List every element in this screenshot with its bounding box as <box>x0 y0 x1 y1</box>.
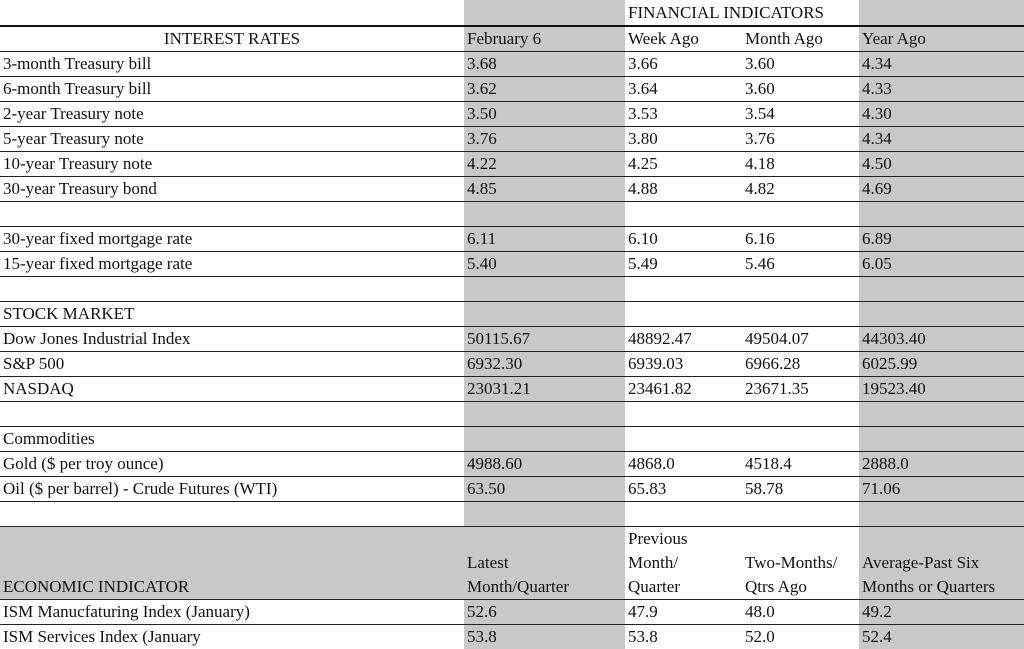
previous-header-line-3: Quarter <box>628 575 742 599</box>
spacer-cell <box>742 202 859 227</box>
value-cell-month-ago: 3.54 <box>742 102 859 127</box>
previous-header-line-1: Previous <box>628 527 742 551</box>
value-cell-current: 23031.21 <box>464 377 625 402</box>
value-cell-week-ago: 4868.0 <box>625 452 742 477</box>
spacer-cell <box>464 502 625 527</box>
value-cell-month-ago: 6966.28 <box>742 352 859 377</box>
value-cell-month-ago: 5.46 <box>742 252 859 277</box>
value-cell-year-ago: 4.69 <box>859 177 1024 202</box>
value-cell-week-ago: 48892.47 <box>625 327 742 352</box>
value-cell-year-ago: 4.34 <box>859 127 1024 152</box>
spacer-cell <box>859 402 1024 427</box>
row-label: S&P 500 <box>0 352 464 377</box>
spacer-cell <box>625 402 742 427</box>
table-row <box>0 252 1024 277</box>
col-header-month-ago: Month Ago <box>742 26 859 52</box>
section-commodities: Commodities <box>0 427 464 452</box>
value-cell-month-ago: 4.18 <box>742 152 859 177</box>
average-header-line-2: Months or Quarters <box>862 575 1024 599</box>
spacer-cell <box>625 502 742 527</box>
value-cell-current: 6.11 <box>464 227 625 252</box>
value-cell-current: 5.40 <box>464 252 625 277</box>
table-row <box>0 52 1024 77</box>
table-row <box>0 377 1024 402</box>
spacer-cell <box>859 502 1024 527</box>
table-row <box>0 352 1024 377</box>
spacer-cell <box>0 502 464 527</box>
row-label: ISM Manucfaturing Index (January) <box>0 600 464 625</box>
row-label: 30-year fixed mortgage rate <box>0 227 464 252</box>
row-label: 3-month Treasury bill <box>0 52 464 77</box>
value-cell-year-ago: 4.33 <box>859 77 1024 102</box>
previous-header-line-2: Month/ <box>628 551 742 575</box>
row-label: 2-year Treasury note <box>0 102 464 127</box>
value-cell-year-ago: 19523.40 <box>859 377 1024 402</box>
spacer-cell <box>0 202 464 227</box>
value-cell-week-ago: 3.53 <box>625 102 742 127</box>
average-header-line-1: Average-Past Six <box>862 551 1024 575</box>
value-cell-year-ago: 4.34 <box>859 52 1024 77</box>
value-cell-month-ago: 23671.35 <box>742 377 859 402</box>
value-cell-current: 52.6 <box>464 600 625 625</box>
spacer-row <box>0 277 1024 302</box>
table-row <box>0 227 1024 252</box>
heading-spacer <box>464 427 625 452</box>
header-row <box>0 26 1024 52</box>
heading-spacer <box>859 302 1024 327</box>
value-cell-month-ago: 6.16 <box>742 227 859 252</box>
row-label: ISM Services Index (January <box>0 625 464 649</box>
value-cell-year-ago: 6.05 <box>859 252 1024 277</box>
heading-spacer <box>742 302 859 327</box>
economic-header-row <box>0 527 1024 600</box>
value-cell-year-ago: 71.06 <box>859 477 1024 502</box>
latest-header-line-1: Latest <box>467 551 625 575</box>
value-cell-current: 3.62 <box>464 77 625 102</box>
value-cell-month-ago: 48.0 <box>742 600 859 625</box>
spacer-cell <box>742 402 859 427</box>
value-cell-current: 3.68 <box>464 52 625 77</box>
value-cell-current: 4988.60 <box>464 452 625 477</box>
row-label: 30-year Treasury bond <box>0 177 464 202</box>
table-row <box>0 327 1024 352</box>
value-cell-month-ago: 4.82 <box>742 177 859 202</box>
spacer-cell <box>859 202 1024 227</box>
table-row <box>0 77 1024 102</box>
spacer-row <box>0 202 1024 227</box>
spacer-cell <box>464 277 625 302</box>
value-cell-month-ago: 4518.4 <box>742 452 859 477</box>
value-cell-year-ago: 52.4 <box>859 625 1024 649</box>
spacer-cell <box>0 277 464 302</box>
latest-header-line-2: Month/Quarter <box>467 575 625 599</box>
section-stock-market: STOCK MARKET <box>0 302 464 327</box>
row-label: Gold ($ per troy ounce) <box>0 452 464 477</box>
spacer-cell <box>0 402 464 427</box>
value-cell-year-ago: 4.50 <box>859 152 1024 177</box>
value-cell-week-ago: 47.9 <box>625 600 742 625</box>
table-row <box>0 600 1024 625</box>
col-header-year-ago: Year Ago <box>859 26 1024 52</box>
heading-spacer <box>742 427 859 452</box>
table-row <box>0 625 1024 649</box>
table-row <box>0 177 1024 202</box>
value-cell-current: 6932.30 <box>464 352 625 377</box>
value-cell-current: 63.50 <box>464 477 625 502</box>
value-cell-week-ago: 4.25 <box>625 152 742 177</box>
two-ago-header-line-2: Qtrs Ago <box>745 575 859 599</box>
col-header-latest <box>464 527 625 600</box>
table-row <box>0 127 1024 152</box>
two-ago-header-line-1: Two-Months/ <box>745 551 859 575</box>
value-cell-year-ago: 2888.0 <box>859 452 1024 477</box>
table-row <box>0 452 1024 477</box>
row-label: 6-month Treasury bill <box>0 77 464 102</box>
col-header-week-ago: Week Ago <box>625 26 742 52</box>
spacer-cell <box>742 277 859 302</box>
section-heading-row <box>0 302 1024 327</box>
col-header-average <box>859 527 1024 600</box>
heading-spacer <box>625 302 742 327</box>
row-label: NASDAQ <box>0 377 464 402</box>
value-cell-current: 3.76 <box>464 127 625 152</box>
value-cell-year-ago: 44303.40 <box>859 327 1024 352</box>
value-cell-month-ago: 3.76 <box>742 127 859 152</box>
value-cell-week-ago: 65.83 <box>625 477 742 502</box>
col-header-current: February 6 <box>464 26 625 52</box>
value-cell-week-ago: 3.80 <box>625 127 742 152</box>
spacer-cell <box>859 277 1024 302</box>
row-label: 15-year fixed mortgage rate <box>0 252 464 277</box>
value-cell-month-ago: 3.60 <box>742 52 859 77</box>
value-cell-week-ago: 4.88 <box>625 177 742 202</box>
row-label: Dow Jones Industrial Index <box>0 327 464 352</box>
heading-spacer <box>464 302 625 327</box>
value-cell-month-ago: 52.0 <box>742 625 859 649</box>
spacer-row <box>0 502 1024 527</box>
value-cell-year-ago: 6.89 <box>859 227 1024 252</box>
value-cell-week-ago: 3.66 <box>625 52 742 77</box>
value-cell-week-ago: 53.8 <box>625 625 742 649</box>
value-cell-week-ago: 6939.03 <box>625 352 742 377</box>
value-cell-week-ago: 23461.82 <box>625 377 742 402</box>
value-cell-week-ago: 3.64 <box>625 77 742 102</box>
value-cell-current: 50115.67 <box>464 327 625 352</box>
row-label: 5-year Treasury note <box>0 127 464 152</box>
value-cell-year-ago: 49.2 <box>859 600 1024 625</box>
value-cell-current: 4.22 <box>464 152 625 177</box>
value-cell-year-ago: 4.30 <box>859 102 1024 127</box>
value-cell-month-ago: 58.78 <box>742 477 859 502</box>
value-cell-month-ago: 49504.07 <box>742 327 859 352</box>
section-economic-indicator: ECONOMIC INDICATOR <box>0 527 464 600</box>
table-title: FINANCIAL INDICATORS <box>625 0 859 26</box>
spacer-cell <box>464 402 625 427</box>
heading-spacer <box>859 427 1024 452</box>
value-cell-month-ago: 3.60 <box>742 77 859 102</box>
table-row <box>0 152 1024 177</box>
spacer-cell <box>742 502 859 527</box>
col-header-previous <box>625 527 742 600</box>
table-row <box>0 102 1024 127</box>
row-label: Oil ($ per barrel) - Crude Futures (WTI) <box>0 477 464 502</box>
table-row <box>0 477 1024 502</box>
spacer-cell <box>625 202 742 227</box>
value-cell-year-ago: 6025.99 <box>859 352 1024 377</box>
row-label: 10-year Treasury note <box>0 152 464 177</box>
section-heading-row <box>0 427 1024 452</box>
title-row <box>0 0 1024 26</box>
value-cell-current: 3.50 <box>464 102 625 127</box>
value-cell-current: 53.8 <box>464 625 625 649</box>
value-cell-current: 4.85 <box>464 177 625 202</box>
value-cell-week-ago: 6.10 <box>625 227 742 252</box>
spacer-row <box>0 402 1024 427</box>
heading-spacer <box>625 427 742 452</box>
value-cell-week-ago: 5.49 <box>625 252 742 277</box>
section-interest-rates: INTEREST RATES <box>0 26 464 52</box>
spacer-cell <box>464 202 625 227</box>
spacer-cell <box>625 277 742 302</box>
col-header-two-ago <box>742 527 859 600</box>
